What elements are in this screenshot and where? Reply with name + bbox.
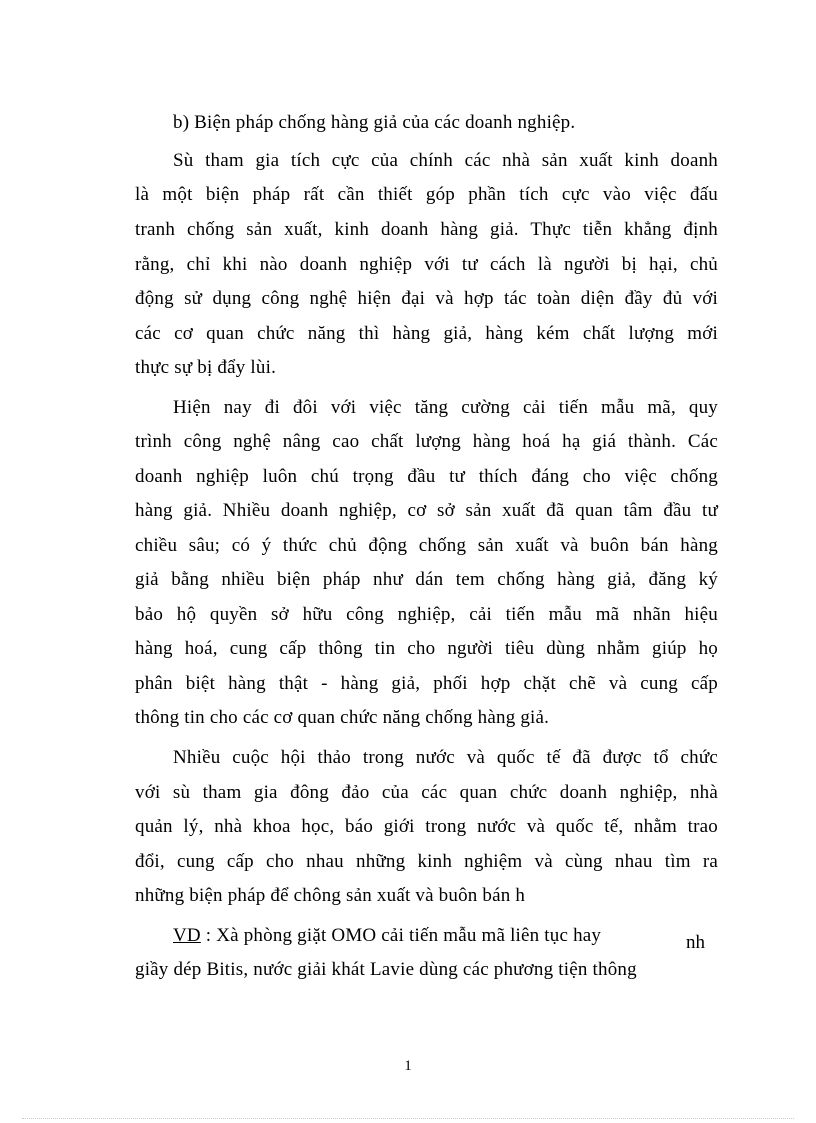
paragraph-3-line-4: đổi, cung cấp cho nhau những kinh nghiệm và cùng nhau tìm ra [135,851,718,872]
example-line-1 [173,924,756,948]
paragraph-1-line-3: tranh chống sản xuất, kinh doanh hàng giả. Thực tiễn khẳng định [135,219,718,240]
paragraph-2-line-2: trình công nghệ nâng cao chất lượng hàng hoá hạ giá thành. Các [135,431,718,452]
paragraph-3-line-3: quản lý, nhà khoa học, báo giới trong nước và quốc tế, nhằm trao [135,816,718,837]
paragraph-1-line-7: thực sự bị đẩy lùi. [135,357,277,378]
section-heading: b) Biện pháp chống hàng giả của các doanh nghiệp. [173,112,576,133]
paragraph-3-line-2: với sù tham gia đông đảo của các quan chức doanh nghiệp, nhà [135,782,718,803]
example-label: VD [173,925,201,946]
paragraph-1-line-6: các cơ quan chức năng thì hàng giả, hàng kém chất lượng mới [135,323,718,344]
paragraph-2-line-9: phân biệt hàng thật - hàng giả, phối hợp chặt chẽ và cung cấp [135,673,718,694]
paragraph-1-line-2: là một biện pháp rất cần thiết góp phần tích cực vào việc đấu [135,184,718,205]
paragraph-2-line-1: Hiện nay đi đôi với việc tăng cường cải tiến mẫu mã, quy [173,397,718,418]
example-trailing-fragment: nh [686,932,705,953]
paragraph-2-line-3: doanh nghiệp luôn chú trọng đầu tư thích đáng cho việc chống [135,466,718,487]
paragraph-2-line-7: bảo hộ quyền sở hữu công nghiệp, cải tiến mẫu mã nhãn hiệu [135,604,718,625]
paragraph-1-line-4: rằng, chỉ khi nào doanh nghiệp với tư cách là người bị hại, chủ [135,254,718,275]
paragraph-2-line-6: giả bằng nhiều biện pháp như dán tem chống hàng giả, đăng ký [135,569,718,590]
paragraph-3-line-1: Nhiều cuộc hội thảo trong nước và quốc tế đã được tổ chức [173,747,718,768]
paragraph-2-line-4: hàng giả. Nhiều doanh nghiệp, cơ sở sản xuất đã quan tâm đầu tư [135,500,718,521]
example-text-1: : Xà phòng giặt OMO cải tiến mẫu mã liên tục hay [200,925,602,946]
paragraph-1-line-1: Sù tham gia tích cực của chính các nhà sản xuất kinh doanh [173,150,718,171]
page-number: 1 [404,1058,412,1074]
paragraph-3-line-5: những biện pháp để chông sản xuất và buôn bán h [135,885,526,906]
paragraph-2-line-10: thông tin cho các cơ quan chức năng chống hàng giả. [135,707,550,728]
paragraph-1-line-5: động sử dụng công nghệ hiện đại và hợp tác toàn diện đầy đủ với [135,288,718,309]
paragraph-2-line-5: chiều sâu; có ý thức chủ động chống sản xuất và buôn bán hàng [135,535,718,556]
example-line-2: giầy dép Bitis, nước giải khát Lavie dùng các phương tiện thông [135,959,637,980]
paragraph-2-line-8: hàng hoá, cung cấp thông tin cho người tiêu dùng nhằm giúp họ [135,638,718,659]
page-bottom-divider [22,1118,794,1119]
